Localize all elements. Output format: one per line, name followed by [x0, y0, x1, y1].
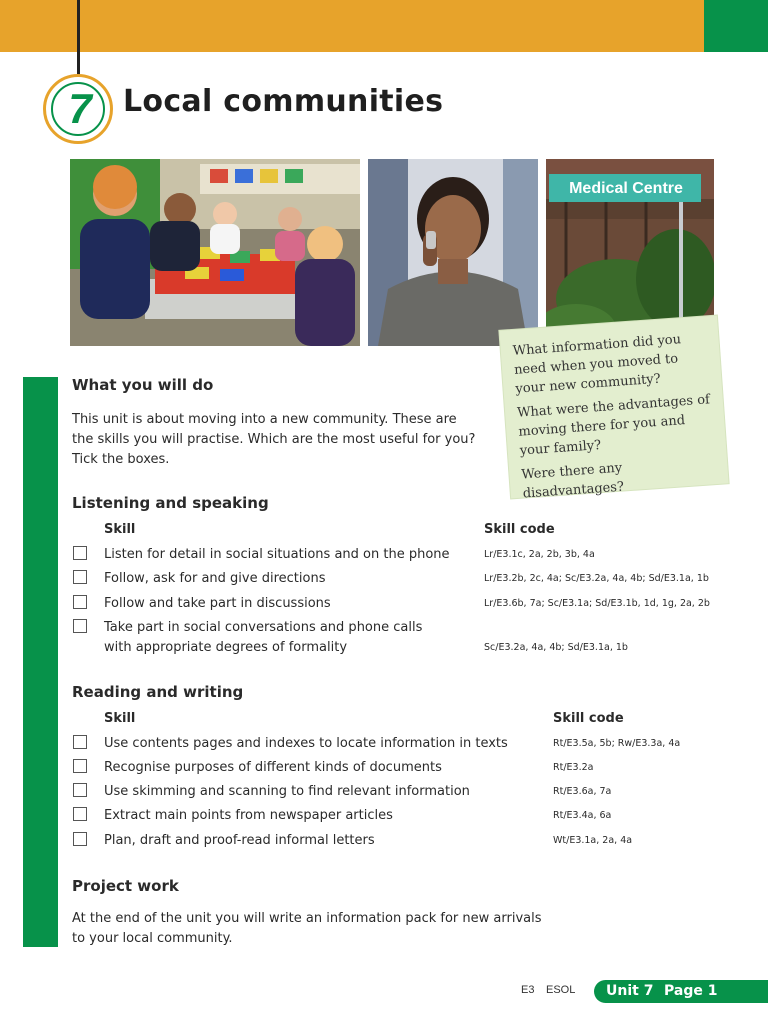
intro-line-1: This unit is about moving into a new community. These are	[72, 412, 457, 427]
discussion-questions-note	[499, 316, 728, 502]
section-heading-what-you-will-do: What you will do	[72, 376, 214, 394]
header-divider-line	[77, 0, 80, 80]
footer-unit-page-badge	[594, 980, 768, 1003]
reading-skill-row	[72, 782, 732, 804]
medical-centre-sign-text: Medical Centre	[569, 180, 683, 197]
project-text	[72, 909, 542, 949]
skill-code: Rt/E3.5a, 5b; Rw/E3.3a, 4a	[553, 738, 681, 749]
photo-children-playing	[70, 159, 360, 346]
reading-skill-row	[72, 831, 732, 853]
section-heading-project-work: Project work	[72, 877, 179, 895]
skill-code: Wt/E3.1a, 2a, 4a	[553, 835, 633, 846]
listening-skill-row	[72, 594, 732, 616]
skill-code: Rt/E3.4a, 6a	[553, 810, 612, 821]
project-line-1: At the end of the unit you will write an information pack for new arrivals	[72, 911, 542, 926]
reading-skill-row	[72, 734, 732, 756]
skill-checkbox[interactable]	[73, 759, 87, 773]
skill-code: Rt/E3.6a, 7a	[553, 786, 612, 797]
reading-skill-row	[72, 806, 732, 828]
skill-checkbox[interactable]	[73, 619, 87, 633]
intro-text	[72, 410, 475, 470]
footer-level: E3	[521, 984, 535, 996]
listening-col-skill-code: Skill code	[484, 522, 555, 537]
skill-checkbox[interactable]	[73, 832, 87, 846]
skill-code: Lr/E3.2b, 2c, 4a; Sc/E3.2a, 4a, 4b; Sd/E3.1a, 1b	[484, 573, 709, 584]
skill-text: Take part in social conversations and phone calls	[104, 620, 423, 635]
intro-line-3: Tick the boxes.	[72, 452, 170, 467]
unit-number: 7	[68, 85, 92, 132]
footer-page-number: Page 1	[664, 983, 718, 999]
intro-line-2: the skills you will practise. Which are the most useful for you?	[72, 432, 476, 447]
skill-code: Rt/E3.2a	[553, 762, 594, 773]
project-line-2: to your local community.	[72, 931, 233, 946]
unit-number-ring	[51, 82, 105, 136]
reading-col-skill: Skill	[104, 711, 136, 726]
listening-col-skill: Skill	[104, 522, 136, 537]
skill-text: Follow, ask for and give directions	[104, 571, 326, 586]
header-orange-band	[0, 0, 704, 52]
listening-skill-row	[72, 618, 732, 660]
footer-subject: ESOL	[546, 984, 576, 996]
skill-text: Recognise purposes of different kinds of documents	[104, 760, 442, 775]
skill-checkbox[interactable]	[73, 595, 87, 609]
side-accent-bar	[23, 377, 58, 947]
listening-skill-row	[72, 569, 732, 591]
page-title: Local communities	[123, 84, 444, 119]
skill-checkbox[interactable]	[73, 546, 87, 560]
reading-skill-row	[72, 758, 732, 780]
skill-code: Sc/E3.2a, 4a, 4b; Sd/E3.1a, 1b	[484, 642, 628, 653]
footer-unit: Unit 7	[606, 983, 654, 999]
skill-text: Extract main points from newspaper articles	[104, 808, 393, 823]
skill-text-continued: with appropriate degrees of formality	[104, 640, 348, 655]
header-green-block	[704, 0, 768, 52]
skill-code: Lr/E3.6b, 7a; Sc/E3.1a; Sd/E3.1b, 1d, 1g, 2a, 2b	[484, 598, 710, 609]
question-2: What were the advantages of moving there for you and your family?	[516, 392, 711, 459]
skill-text: Listen for detail in social situations and on the phone	[104, 547, 450, 562]
skill-checkbox[interactable]	[73, 807, 87, 821]
reading-col-skill-code: Skill code	[553, 711, 624, 726]
unit-number-badge	[43, 74, 113, 144]
skill-text: Plan, draft and proof-read informal letters	[104, 833, 375, 848]
skill-text: Use contents pages and indexes to locate information in texts	[104, 736, 508, 751]
section-heading-listening-speaking: Listening and speaking	[72, 494, 269, 512]
photo-woman-on-phone	[368, 159, 538, 346]
skill-text: Follow and take part in discussions	[104, 596, 331, 611]
listening-skill-row	[72, 545, 732, 567]
skill-text: Use skimming and scanning to find relevant information	[104, 784, 470, 799]
skill-code: Lr/E3.1c, 2a, 2b, 3b, 4a	[484, 549, 595, 560]
skill-checkbox[interactable]	[73, 570, 87, 584]
question-3: Were there any disadvantages?	[521, 460, 625, 502]
section-heading-reading-writing: Reading and writing	[72, 683, 244, 701]
question-1: What information did you need when you moved to your new community?	[512, 332, 682, 397]
skill-checkbox[interactable]	[73, 735, 87, 749]
skill-checkbox[interactable]	[73, 783, 87, 797]
